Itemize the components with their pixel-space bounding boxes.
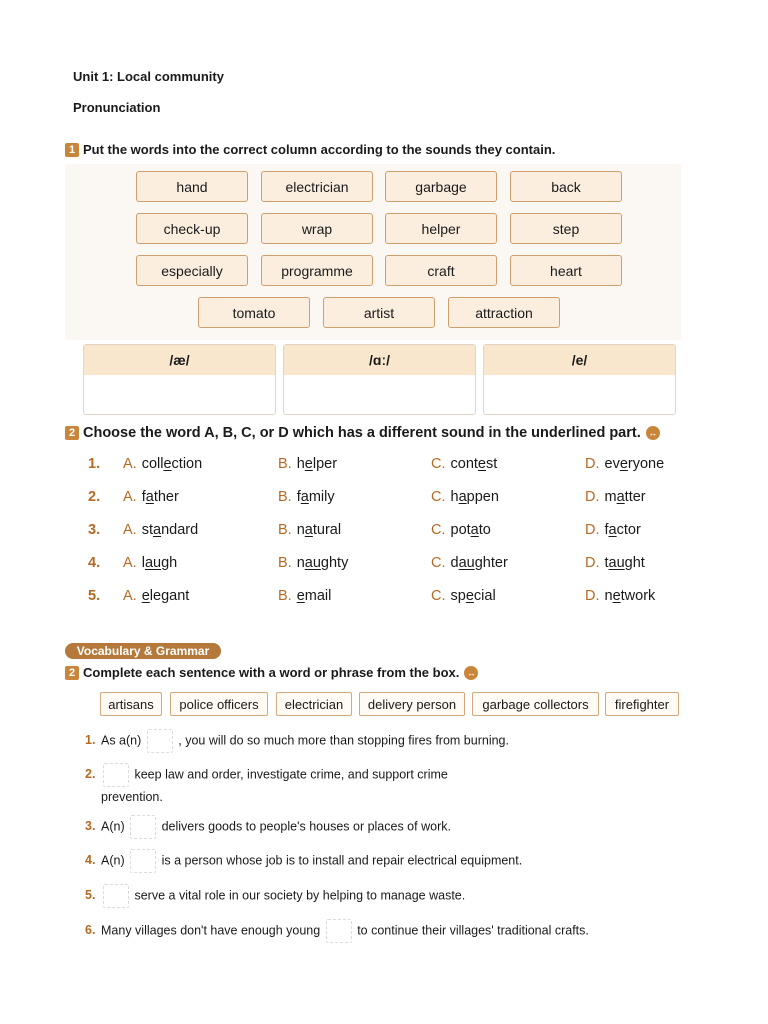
option-word-end: ghter bbox=[474, 555, 508, 571]
option-word-end: ction bbox=[171, 456, 203, 472]
task1-instruction bbox=[65, 142, 555, 157]
option-underlined-part: a bbox=[300, 489, 309, 505]
question-number: 4. bbox=[88, 555, 101, 571]
word-box[interactable]: craft bbox=[385, 255, 497, 286]
audio-arrow-icon[interactable]: ↔ bbox=[464, 666, 478, 680]
option-word-start: n bbox=[296, 522, 305, 538]
option-underlined-part: au bbox=[458, 555, 475, 571]
option-underlined-part: e bbox=[465, 588, 474, 604]
vocab-grammar-label: Vocabulary & Grammar bbox=[65, 643, 221, 659]
word-box[interactable]: attraction bbox=[448, 297, 560, 328]
option-letter: A. bbox=[123, 522, 137, 538]
answer-option[interactable] bbox=[431, 489, 499, 505]
sentence-number: 3. bbox=[85, 819, 96, 834]
option-letter: B. bbox=[278, 588, 292, 604]
answer-option[interactable] bbox=[431, 456, 497, 472]
option-letter: B. bbox=[278, 522, 292, 538]
question-row bbox=[88, 555, 708, 577]
sentence-continuation: prevention. bbox=[101, 790, 163, 804]
task1-number-badge: 1 bbox=[65, 143, 79, 157]
section-title-pronunciation: Pronunciation bbox=[73, 100, 161, 115]
option-underlined-part: e bbox=[612, 588, 621, 604]
sentence-item bbox=[85, 763, 685, 807]
answer-blank[interactable] bbox=[130, 815, 156, 839]
answer-option[interactable] bbox=[585, 522, 641, 538]
word-box[interactable]: hand bbox=[136, 171, 248, 202]
option-letter: A. bbox=[123, 456, 137, 472]
answer-option[interactable] bbox=[123, 522, 198, 538]
option-letter: A. bbox=[123, 555, 137, 571]
sentence-item bbox=[85, 919, 685, 943]
option-word-end: twork bbox=[620, 588, 656, 604]
answer-option[interactable] bbox=[431, 588, 496, 604]
task2-number-badge: 2 bbox=[65, 426, 79, 440]
task1-text: Put the words into the correct column according to the sounds they contain. bbox=[83, 142, 556, 157]
word-box[interactable]: wrap bbox=[261, 213, 373, 244]
sound-column-e[interactable] bbox=[483, 344, 676, 415]
sound-column-aa[interactable] bbox=[283, 344, 476, 415]
task2-text: Choose the word A, B, C, or D which has a different sound in the underlined part. bbox=[83, 425, 641, 441]
answer-option[interactable] bbox=[278, 489, 335, 505]
option-word-end: tter bbox=[624, 489, 646, 505]
sentence-text-before: A(n) bbox=[101, 819, 125, 834]
sentence-item bbox=[85, 815, 685, 839]
option-word-start: h bbox=[296, 456, 305, 472]
option-word-start: m bbox=[604, 489, 617, 505]
option-underlined-part: au bbox=[304, 555, 321, 571]
option-underlined-part: e bbox=[296, 588, 305, 604]
option-word-start: h bbox=[450, 489, 459, 505]
option-underlined-part: e bbox=[477, 456, 486, 472]
sentence-text-after: to continue their villages' traditional crafts. bbox=[357, 923, 589, 938]
option-word-start: sp bbox=[450, 588, 466, 604]
option-underlined-part: a bbox=[145, 489, 154, 505]
option-word-end: mail bbox=[304, 588, 332, 604]
word-box[interactable]: heart bbox=[510, 255, 622, 286]
option-letter: D. bbox=[585, 555, 600, 571]
answer-blank[interactable] bbox=[130, 849, 156, 873]
word-box[interactable]: check-up bbox=[136, 213, 248, 244]
question-row bbox=[88, 522, 708, 544]
sentence-text-before: Many villages don't have enough young bbox=[101, 923, 321, 938]
sentence-number: 2. bbox=[85, 767, 96, 782]
answer-blank[interactable] bbox=[326, 919, 352, 943]
option-letter: C. bbox=[431, 489, 446, 505]
option-letter: C. bbox=[431, 522, 446, 538]
word-bank bbox=[65, 164, 681, 340]
word-box[interactable]: electrician bbox=[261, 171, 373, 202]
word-box[interactable]: tomato bbox=[198, 297, 310, 328]
option-word-end: cial bbox=[473, 588, 496, 604]
option-word-end: ryone bbox=[627, 456, 665, 472]
sentence-number: 1. bbox=[85, 733, 96, 748]
unit-title: Unit 1: Local community bbox=[73, 69, 224, 84]
task3-instruction bbox=[65, 665, 478, 680]
sentence-text-after: delivers goods to people's houses or places of work. bbox=[161, 819, 451, 834]
sentence-number: 6. bbox=[85, 923, 96, 938]
question-number: 5. bbox=[88, 588, 101, 604]
option-underlined-part: e bbox=[619, 456, 628, 472]
word-box[interactable]: helper bbox=[385, 213, 497, 244]
option-letter: C. bbox=[431, 588, 446, 604]
option-letter: D. bbox=[585, 522, 600, 538]
option-underlined-part: a bbox=[152, 522, 162, 538]
answer-option[interactable] bbox=[585, 456, 664, 472]
answer-blank[interactable] bbox=[147, 729, 173, 753]
answer-option[interactable] bbox=[123, 489, 179, 505]
answer-option[interactable] bbox=[123, 456, 202, 472]
answer-chip[interactable]: delivery person bbox=[359, 692, 465, 716]
sentence-item bbox=[85, 729, 685, 753]
word-box[interactable]: garbage bbox=[385, 171, 497, 202]
option-letter: C. bbox=[431, 456, 446, 472]
option-letter: A. bbox=[123, 489, 137, 505]
option-underlined-part: a bbox=[616, 489, 625, 505]
option-word-end: mily bbox=[308, 489, 335, 505]
option-letter: D. bbox=[585, 489, 600, 505]
sentence-number: 4. bbox=[85, 853, 96, 868]
word-box[interactable]: back bbox=[510, 171, 622, 202]
option-word-start: coll bbox=[141, 456, 164, 472]
option-letter: B. bbox=[278, 555, 292, 571]
option-word-end: ghty bbox=[320, 555, 349, 571]
sound-column-ae[interactable] bbox=[83, 344, 276, 415]
option-word-start: n bbox=[296, 555, 305, 571]
answer-option[interactable] bbox=[585, 588, 655, 604]
answer-option[interactable] bbox=[278, 456, 337, 472]
question-row bbox=[88, 456, 708, 478]
answer-option[interactable] bbox=[278, 522, 341, 538]
answer-option[interactable] bbox=[278, 555, 348, 571]
option-word-start: l bbox=[141, 555, 145, 571]
sentence-text-after: serve a vital role in our society by helping to manage waste. bbox=[134, 888, 466, 903]
option-word-start: n bbox=[604, 588, 613, 604]
word-box[interactable]: especially bbox=[136, 255, 248, 286]
option-underlined-part: au bbox=[608, 555, 625, 571]
question-number: 3. bbox=[88, 522, 101, 538]
answer-option[interactable] bbox=[278, 588, 331, 604]
option-underlined-part: a bbox=[608, 522, 617, 538]
answer-chip[interactable]: electrician bbox=[276, 692, 352, 716]
sentence-text-after: is a person whose job is to install and repair electrical equipment. bbox=[161, 853, 523, 868]
question-number: 1. bbox=[88, 456, 101, 472]
answer-option[interactable] bbox=[123, 588, 189, 604]
answer-option[interactable] bbox=[431, 555, 508, 571]
task2-instruction bbox=[65, 425, 660, 441]
option-letter: B. bbox=[278, 456, 292, 472]
word-box[interactable]: step bbox=[510, 213, 622, 244]
sentence-text-before: A(n) bbox=[101, 853, 125, 868]
option-word-start: pot bbox=[450, 522, 471, 538]
audio-arrow-icon[interactable]: ↔ bbox=[646, 426, 660, 440]
option-word-end: legant bbox=[149, 588, 190, 604]
option-letter: C. bbox=[431, 555, 446, 571]
option-word-end: gh bbox=[161, 555, 178, 571]
option-word-end: st bbox=[486, 456, 498, 472]
column-header: /æ/ bbox=[84, 345, 275, 375]
option-word-end: ppen bbox=[466, 489, 499, 505]
option-underlined-part: e bbox=[141, 588, 150, 604]
option-word-end: ther bbox=[153, 489, 179, 505]
word-box[interactable]: artist bbox=[323, 297, 435, 328]
sentence-item bbox=[85, 884, 685, 908]
answer-option[interactable] bbox=[585, 555, 645, 571]
option-word-start: d bbox=[450, 555, 459, 571]
option-letter: A. bbox=[123, 588, 137, 604]
question-number: 2. bbox=[88, 489, 101, 505]
option-word-end: tural bbox=[312, 522, 342, 538]
column-header: /e/ bbox=[484, 345, 675, 375]
option-underlined-part: au bbox=[144, 555, 162, 571]
option-word-start: st bbox=[141, 522, 153, 538]
answer-blank[interactable] bbox=[103, 884, 129, 908]
option-word-end: lper bbox=[312, 456, 338, 472]
answer-chip[interactable]: firefighter bbox=[605, 692, 679, 716]
option-word-start: ev bbox=[604, 456, 620, 472]
option-word-start: t bbox=[604, 555, 609, 571]
answer-chip[interactable]: artisans bbox=[100, 692, 162, 716]
word-box[interactable]: programme bbox=[261, 255, 373, 286]
option-word-start: cont bbox=[450, 456, 478, 472]
answer-chip[interactable]: police officers bbox=[170, 692, 268, 716]
option-underlined-part: a bbox=[458, 489, 467, 505]
option-underlined-part: a bbox=[470, 522, 479, 538]
sentence-text-before: As a(n) bbox=[101, 733, 142, 748]
question-row bbox=[88, 588, 708, 610]
option-word-end: ctor bbox=[616, 522, 641, 538]
option-word-end: ndard bbox=[161, 522, 199, 538]
option-word-start: f bbox=[296, 489, 301, 505]
column-header: /ɑː/ bbox=[284, 345, 475, 375]
option-underlined-part: e bbox=[304, 456, 313, 472]
option-letter: B. bbox=[278, 489, 292, 505]
sentence-text-after: , you will do so much more than stopping fires from burning. bbox=[178, 733, 509, 748]
option-word-end: ght bbox=[624, 555, 645, 571]
option-word-start: f bbox=[141, 489, 146, 505]
answer-option[interactable] bbox=[123, 555, 177, 571]
sentence-number: 5. bbox=[85, 888, 96, 903]
option-underlined-part: a bbox=[304, 522, 313, 538]
option-word-end: to bbox=[478, 522, 491, 538]
answer-option[interactable] bbox=[431, 522, 491, 538]
option-underlined-part: e bbox=[163, 456, 172, 472]
sentence-item bbox=[85, 849, 685, 873]
option-word-start: f bbox=[604, 522, 609, 538]
question-row bbox=[88, 489, 708, 511]
task3-text: Complete each sentence with a word or phrase from the box. bbox=[83, 665, 460, 680]
answer-option[interactable] bbox=[585, 489, 646, 505]
option-letter: D. bbox=[585, 588, 600, 604]
option-letter: D. bbox=[585, 456, 600, 472]
answer-chip[interactable]: garbage collectors bbox=[472, 692, 599, 716]
answer-blank[interactable] bbox=[103, 763, 129, 787]
sentence-text-after: keep law and order, investigate crime, and support crime bbox=[134, 767, 448, 782]
task3-number-badge: 2 bbox=[65, 666, 79, 680]
